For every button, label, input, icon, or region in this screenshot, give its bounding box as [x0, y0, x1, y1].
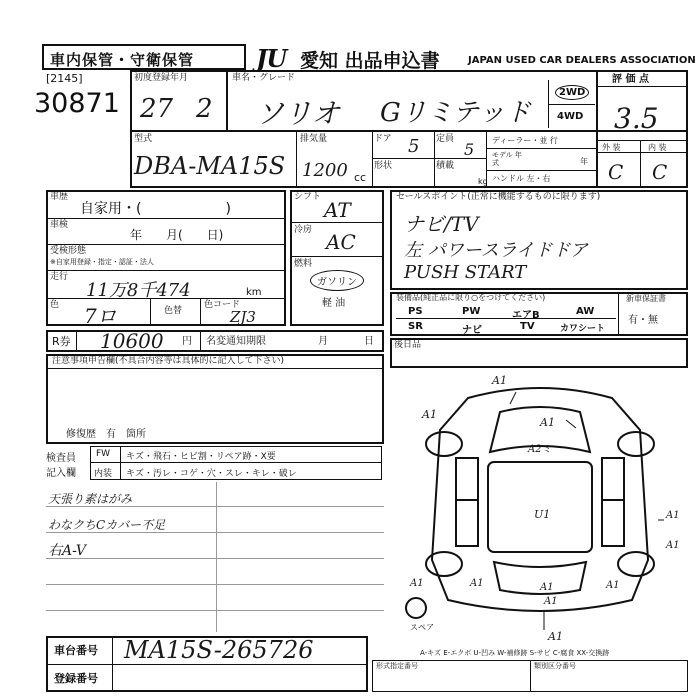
mark-front-right: A1 — [540, 416, 555, 429]
checker-label-2: 記入欄 — [46, 468, 76, 479]
color-value: 7ロ — [84, 304, 117, 328]
type-number-label: 形式指定番号 — [376, 662, 418, 670]
reg-year-value: 27 — [140, 94, 174, 124]
mileage-unit: km — [246, 287, 262, 298]
capacity-label: 定員 — [436, 134, 455, 144]
mark-bumper: A1 — [548, 630, 563, 643]
accept-sub: ※自家用登録・指定・認証・法人 — [50, 258, 154, 266]
mark-windshield: A2ミ — [528, 444, 552, 455]
accept-label: 受検形態 — [50, 246, 87, 256]
shift-value: AT — [324, 198, 351, 222]
color-change-label: 色替 — [164, 306, 183, 316]
mileage-label: 走行 — [50, 272, 69, 282]
warranty-label: 新車保証書 — [626, 294, 666, 303]
reg-year-label: 初度登録年月 — [134, 73, 189, 83]
doors-value: 5 — [408, 136, 420, 157]
displacement-unit: cc — [354, 171, 367, 184]
mark-rear-1: A1 — [470, 578, 484, 589]
mark-rear-right: A1 — [606, 580, 620, 591]
equip-leather: カワシート — [560, 324, 606, 334]
drive-2wd: 2WD — [555, 85, 589, 100]
chassis-label: 車台番号 — [54, 644, 98, 657]
grade-value: Gリミテッド — [380, 98, 531, 128]
storage-label: 車内保管・守衛保管 — [50, 51, 195, 69]
shape-label: 形状 — [374, 161, 393, 171]
fuel-label: 燃料 — [294, 259, 313, 269]
shift-label: シフト — [294, 192, 322, 202]
color-code-value: ZJ3 — [230, 308, 256, 326]
fuel-gas: ガソリン — [310, 270, 364, 291]
displacement-label: 排気量 — [300, 134, 328, 144]
mark-right-side: A1 — [666, 510, 680, 521]
brand-logo: JU — [256, 44, 287, 73]
equip-aw: AW — [576, 306, 595, 317]
notice-month: 月 — [318, 336, 328, 347]
spare-label: スペア — [410, 623, 434, 632]
sales-point-label: セールスポイント(正常に機能するものに限ります) — [396, 192, 601, 202]
note-line-3: 右A-V — [48, 543, 86, 559]
repair-label: 修復歴 有 箇所 — [66, 429, 146, 440]
lot-code: [2145] — [46, 72, 83, 85]
equipment-label: 装備品(純正品に限り○をつけてください) — [396, 293, 546, 302]
mileage-value: 11万8千474 — [86, 280, 191, 301]
recycle-unit: 円 — [182, 336, 192, 347]
note-line-1: 天張り素はがみ — [48, 492, 133, 506]
mark-rear-3: A1 — [544, 596, 558, 607]
mark-left-fender: A1 — [422, 408, 437, 421]
exterior-label: 外 装 — [602, 143, 621, 152]
inspection-label: 車検 — [50, 220, 69, 230]
checker-fw-items: キズ・飛石・ヒビ割・リペア跡・X要 — [126, 452, 276, 462]
dealer-label: ディーラー・並 行 — [492, 136, 558, 145]
after-item-label: 後日品 — [394, 340, 422, 350]
score-value: 3.5 — [614, 102, 659, 135]
mark-roof: U1 — [534, 508, 551, 521]
mark-right-rear: A1 — [666, 540, 680, 551]
score-label: 評 価 点 — [612, 74, 649, 85]
sales-point-1: ナビ/TV — [404, 212, 479, 236]
reg-number-label: 登録番号 — [54, 672, 98, 685]
load-label: 積載 — [436, 161, 455, 171]
equip-sr: SR — [408, 321, 423, 332]
fuel-diesel: 軽 油 — [322, 298, 346, 309]
warranty-value: 有・無 — [628, 315, 658, 326]
drive-4wd: 4WD — [557, 111, 584, 122]
recycle-value: 10600 — [100, 329, 164, 353]
checker-fw: FW — [96, 449, 111, 459]
interior-label: 内 装 — [648, 143, 667, 152]
notice-label: 名変通知期限 — [206, 336, 266, 347]
equip-ps: PS — [408, 306, 423, 317]
doors-label: ドア — [374, 134, 392, 144]
equip-pw: PW — [462, 306, 481, 317]
model-label: 型式 — [134, 134, 153, 144]
color-label: 色 — [50, 300, 60, 310]
model-year-label: モデル 年式 — [492, 151, 522, 167]
checker-int: 内装 — [94, 469, 113, 479]
load-unit: kg — [478, 177, 488, 186]
interior-value: C — [652, 160, 668, 184]
notes-label: 注意事項申告欄(不具合内容等は具体的に記入して下さい) — [52, 356, 285, 366]
notice-day: 日 — [364, 336, 374, 347]
association-name: JAPAN USED CAR DEALERS ASSOCIATION — [468, 55, 696, 66]
displacement-value: 1200 — [302, 160, 348, 181]
chassis-value: MA15S-265726 — [124, 636, 314, 664]
sales-point-2: 左 パワースライドドア — [404, 240, 588, 261]
capacity-value: 5 — [464, 140, 475, 159]
car-name-value: ソリオ — [256, 97, 340, 130]
model-year-unit: 年 — [580, 157, 588, 166]
mark-front: A1 — [492, 374, 507, 387]
checker-int-items: キズ・汚レ・コゲ・穴・スレ・キレ・破レ — [126, 469, 297, 479]
exterior-value: C — [608, 160, 624, 184]
class-number-label: 類別区分番号 — [534, 662, 576, 670]
mark-rear-2: A1 — [540, 582, 554, 593]
ac-value: AC — [326, 230, 356, 254]
purpose-value: 自家用・( ) — [80, 201, 231, 217]
inspection-value: 年 月( 日) — [130, 228, 224, 242]
note-line-2: わなクちCカバー不足 — [48, 518, 166, 532]
mark-left-rear: A1 — [410, 578, 424, 589]
form-title: 愛知 出品申込書 — [300, 50, 440, 72]
model-value: DBA-MA15S — [134, 152, 286, 180]
checker-label-1: 検査員 — [46, 453, 76, 464]
reg-month-value: 2 — [196, 94, 213, 124]
sales-point-3: PUSH START — [404, 262, 527, 283]
equip-airbag: エアB — [512, 310, 540, 321]
purpose-label: 車歴 — [50, 192, 69, 202]
color-code-label: 色コード — [204, 300, 241, 310]
recycle-label: R券 — [52, 335, 71, 348]
ac-label: 冷房 — [294, 225, 313, 235]
lot-number: 30871 — [34, 88, 120, 119]
equip-navi: ナビ — [462, 325, 482, 336]
name-grade-label: 車名・グレード — [232, 73, 296, 83]
handle-label: ハンドル 左・右 — [492, 174, 551, 183]
damage-legend: A-キズ E-エクボ U-凹み W-補修跡 S-サビ C-腐食 XX-交換跡 — [420, 649, 610, 657]
equip-tv: TV — [520, 321, 535, 332]
